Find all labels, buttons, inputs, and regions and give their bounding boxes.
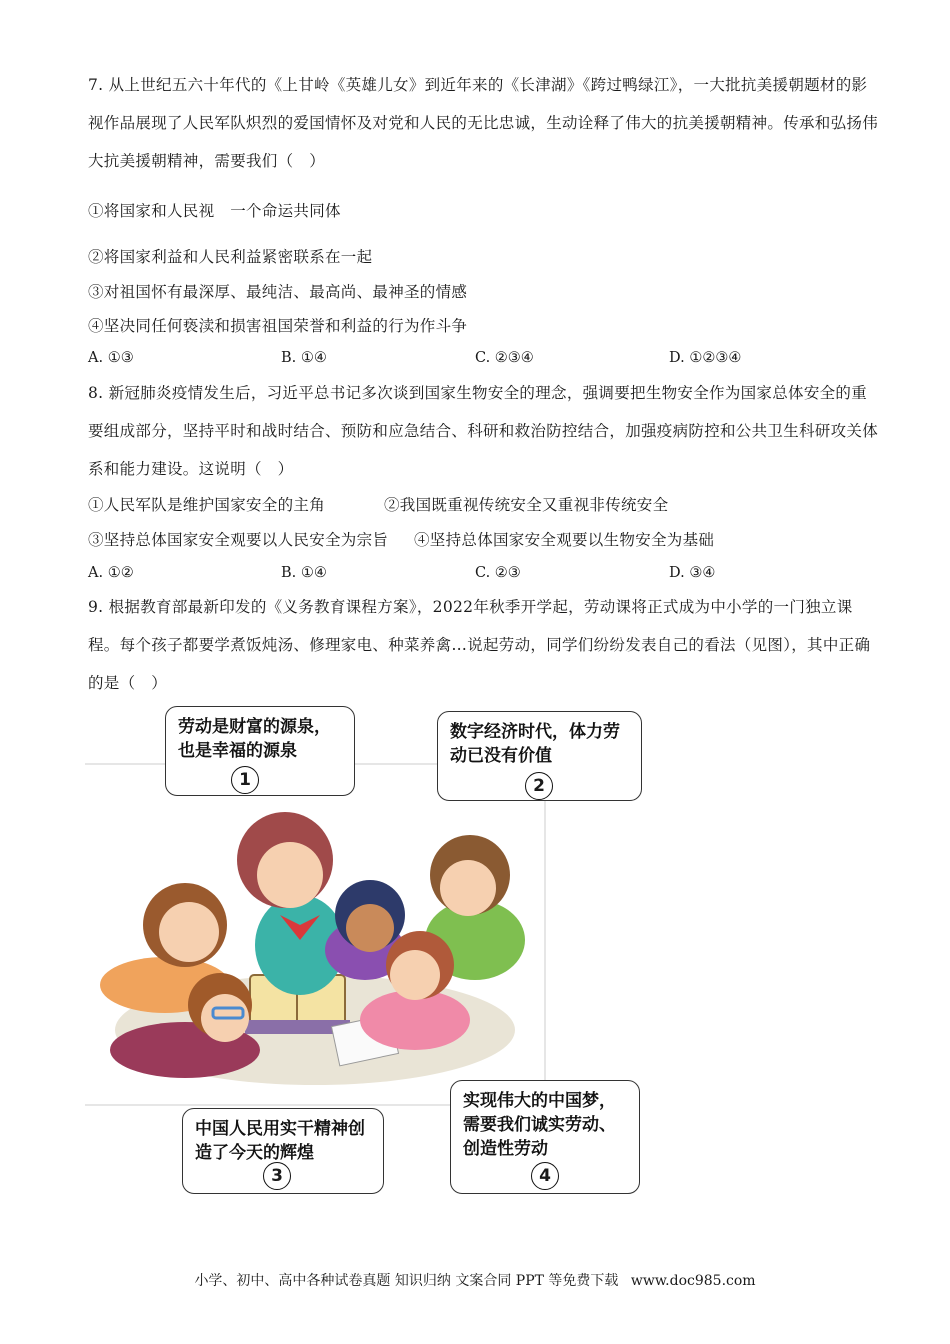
speech-bubble-1 (165, 706, 355, 796)
q7-option-d: D. ①②③④ (669, 350, 742, 366)
footer-text: 小学、初中、高中各种试卷真题 知识归纳 文案合同 PPT 等免费下载 (194, 1273, 619, 1289)
bubble-4-number: 4 (531, 1162, 559, 1190)
q7-item-2: ②将国家利益和人民利益紧密联系在一起 (88, 248, 373, 266)
q8-option-a: A. ①② (88, 565, 134, 581)
children-illustration (85, 700, 645, 1200)
q7-option-c: C. ②③④ (475, 350, 534, 366)
q8-item-2: ②我国既重视传统安全又重视非传统安全 (384, 496, 669, 514)
q8-option-b: B. ①④ (281, 565, 327, 581)
q7-option-b: B. ①④ (281, 350, 327, 366)
q7-item-3: ③对祖国怀有最深厚、最纯洁、最高尚、最神圣的情感 (88, 283, 468, 301)
q7-item-4: ④坚决同任何亵渎和损害祖国荣誉和利益的行为作斗争 (88, 317, 468, 335)
q8-item-4: ④坚持总体国家安全观要以生物安全为基础 (414, 531, 715, 549)
bubble-3-number: 3 (263, 1162, 291, 1190)
q8-item-3: ③坚持总体国家安全观要以人民安全为宗旨 (88, 531, 389, 549)
bubble-1-text: 劳动是财富的源泉，也是幸福的源泉 (178, 717, 331, 761)
q9-stem: 9. 根据教育部最新印发的《义务教育课程方案》，2022年秋季开学起，劳动课将正式成为中小学的一门独立课程。每个孩子都要学煮饭炖汤、修理家电、种菜养禽…说起劳动，同学们纷纷发表自己的看法（见图），其中正确的是（ ） (88, 598, 871, 692)
bubble-2-number: 2 (525, 772, 553, 800)
q7-stem: 7. 从上世纪五六十年代的《上甘岭《英雄儿女》到近年来的《长津湖》《跨过鸭绿江》，一大批抗美援朝题材的影视作品展现了人民军队炽烈的爱国情怀及对党和人民的无比忠诚，生动诠释了伟大的抗美援朝精神。传承和弘扬伟大抗美援朝精神，需要我们（ ） (88, 76, 879, 170)
bubble-1-number: 1 (231, 766, 259, 794)
q8-stem: 8. 新冠肺炎疫情发生后，习近平总书记多次谈到国家生物安全的理念，强调要把生物安全作为国家总体安全的重要组成部分，坚持平时和战时结合、预防和应急结合、科研和救治防控结合，加强疫病防控和公共卫生科研攻关体系和能力建设。这说明（ ） (88, 384, 879, 478)
bubble-3-text: 中国人民用实干精神创造了今天的辉煌 (195, 1119, 365, 1163)
q8-option-c: C. ②③ (475, 565, 521, 581)
q8-option-d: D. ③④ (669, 565, 716, 581)
bubble-2-text: 数字经济时代，体力劳动已没有价值 (450, 722, 620, 766)
footer (0, 1270, 950, 1290)
q8-item-1: ①人民军队是维护国家安全的主角 (88, 496, 326, 514)
q7-option-a: A. ①③ (88, 350, 134, 366)
footer-url[interactable]: www.doc985.com (630, 1273, 756, 1289)
q7-item-1: ①将国家和人民视 一个命运共同体 (88, 202, 341, 220)
bubble-4-text: 实现伟大的中国梦，需要我们诚实劳动、创造性劳动 (463, 1091, 616, 1159)
